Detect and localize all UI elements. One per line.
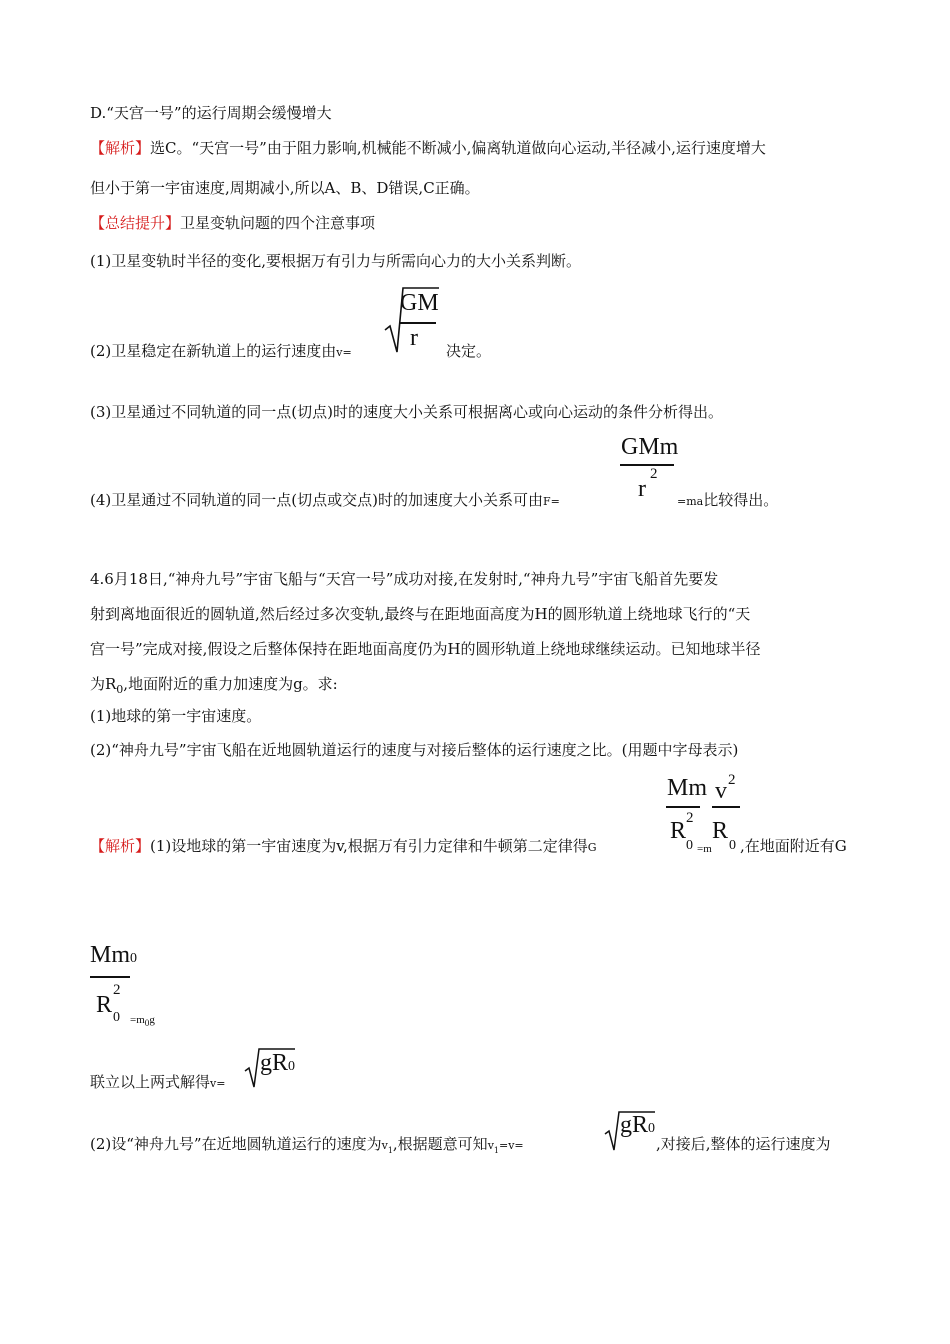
formula-r0b: R — [712, 818, 729, 844]
eq-m: =m — [697, 843, 712, 855]
p2-pre: (2)设“神舟九号”在近地圆轨道运行的速度为 — [90, 1135, 382, 1153]
formula-mm0 — [90, 942, 137, 969]
formula-r2 — [638, 476, 646, 503]
p4-sub: 0 — [116, 683, 124, 696]
r0-sub: 0 — [686, 838, 693, 853]
item4-pre: (4)卫星通过不同轨道的同一点(切点或交点)时的加速度大小关系可由 — [90, 491, 543, 509]
v1-sub: 1 — [387, 1146, 393, 1155]
analysis-line-2: 但小于第一宇宙速度,周期减小,所以A、B、D错误,C正确。 — [90, 179, 480, 197]
fraction-bar — [712, 806, 740, 808]
question-2: (2)“神舟九号”宇宙飞船在近地圆轨道运行的速度与对接后整体的运行速度之比。(用题中字母表示) — [90, 741, 739, 759]
analysis2-tag: 【解析】 — [90, 837, 151, 855]
v-exp: 2 — [728, 772, 736, 788]
v1b-sub: 1 — [493, 1146, 499, 1155]
combine-text: 联立以上两式解得 — [90, 1073, 211, 1091]
formula-r: r — [410, 325, 418, 351]
analysis2-after: ,在地面附近有G — [740, 837, 847, 855]
formula-gr0: gR0 — [260, 1050, 296, 1076]
v1: v — [381, 1139, 388, 1152]
v1-eq: =v= — [499, 1139, 524, 1152]
eq-m0g: $=m_0g$ — [130, 1014, 155, 1029]
combine-line — [90, 1072, 225, 1094]
r0-exp: 2 — [686, 810, 694, 826]
p2-mid: ,根据题意可知 — [392, 1135, 488, 1153]
formula-v: v — [715, 778, 727, 804]
r0b-sub: 0 — [729, 838, 736, 853]
formula-gr0b: gR0 — [620, 1112, 656, 1138]
v1b: v — [487, 1139, 494, 1152]
analysis2-line-1 — [90, 836, 597, 858]
summary-title: 卫星变轨问题的四个注意事项 — [180, 214, 376, 232]
mm0-base: Mm — [90, 942, 131, 968]
r0c-exp: 2 — [113, 982, 121, 998]
summary-item-4 — [90, 490, 560, 512]
formula-gm: GM — [400, 290, 439, 316]
analysis-line-1 — [90, 138, 766, 158]
fraction-bar — [620, 464, 674, 466]
problem-line-2: 射到离地面很近的圆轨道,然后经过多次变轨,最终与在距地面高度为H的圆形轨道上绕地球飞行的“天 — [90, 605, 751, 623]
item2-v: v= — [336, 346, 352, 359]
formula-gmm: GMm — [621, 434, 679, 460]
analysis2-text: (1)设地球的第一宇宙速度为v,根据万有引力定律和牛顿第二定律得 — [150, 837, 588, 855]
summary-item-2 — [90, 341, 352, 363]
p4-pre: 为R — [90, 675, 117, 693]
fraction-bar — [400, 322, 436, 324]
formula-mm: Mm — [667, 775, 708, 801]
option-d: D.“天宫一号”的运行周期会缓慢增大 — [90, 104, 332, 122]
formula-r0c: R — [96, 992, 113, 1018]
item2-pre: (2)卫星稳定在新轨道上的运行速度由 — [90, 342, 337, 360]
item4-post: 比较得出。 — [703, 491, 779, 509]
fraction-bar — [666, 806, 700, 808]
item4-ma: =ma — [677, 495, 704, 508]
exp-2: 2 — [650, 466, 658, 482]
problem-line-4 — [90, 674, 338, 700]
v-eq: v= — [210, 1077, 226, 1090]
summary-item-1: (1)卫星变轨时半径的变化,要根据万有引力与所需向心力的大小关系判断。 — [90, 252, 582, 270]
analysis-text: 选C。“天宫一号”由于阻力影响,机械能不断减小,偏离轨道做向心运动,半径减小,运行速度增大 — [150, 139, 766, 157]
problem-line-1: 4.6月18日,“神舟九号”宇宙飞船与“天宫一号”成功对接,在发射时,“神舟九号”宇宙飞船首先要发 — [90, 570, 719, 588]
r-base: r — [638, 476, 646, 502]
analysis-tag: 【解析】 — [90, 139, 151, 157]
formula-r0: R — [670, 818, 687, 844]
part2-line — [90, 1134, 524, 1161]
summary-tag: 【总结提升】 — [90, 214, 181, 232]
r0c-sub: 0 — [113, 1010, 120, 1025]
question-1: (1)地球的第一宇宙速度。 — [90, 707, 262, 725]
item4-f: F= — [542, 495, 560, 508]
p4-post: ,地面附近的重力加速度为g。求: — [123, 675, 338, 693]
summary-heading — [90, 213, 375, 233]
summary-item-3: (3)卫星通过不同轨道的同一点(切点)时的速度大小关系可根据离心或向心运动的条件分析得出。 — [90, 403, 723, 421]
fraction-bar — [90, 976, 130, 978]
item2-post: 决定。 — [446, 342, 492, 360]
problem-line-3: 宫一号”完成对接,假设之后整体保持在距地面高度仍为H的圆形轨道上绕地球继续运动。已知地球半径 — [90, 640, 761, 658]
mm0-sub: 0 — [130, 951, 138, 966]
item4-tail — [677, 490, 778, 512]
g-symbol: G — [587, 841, 597, 854]
p2-post: ,对接后,整体的运行速度为 — [656, 1135, 831, 1153]
